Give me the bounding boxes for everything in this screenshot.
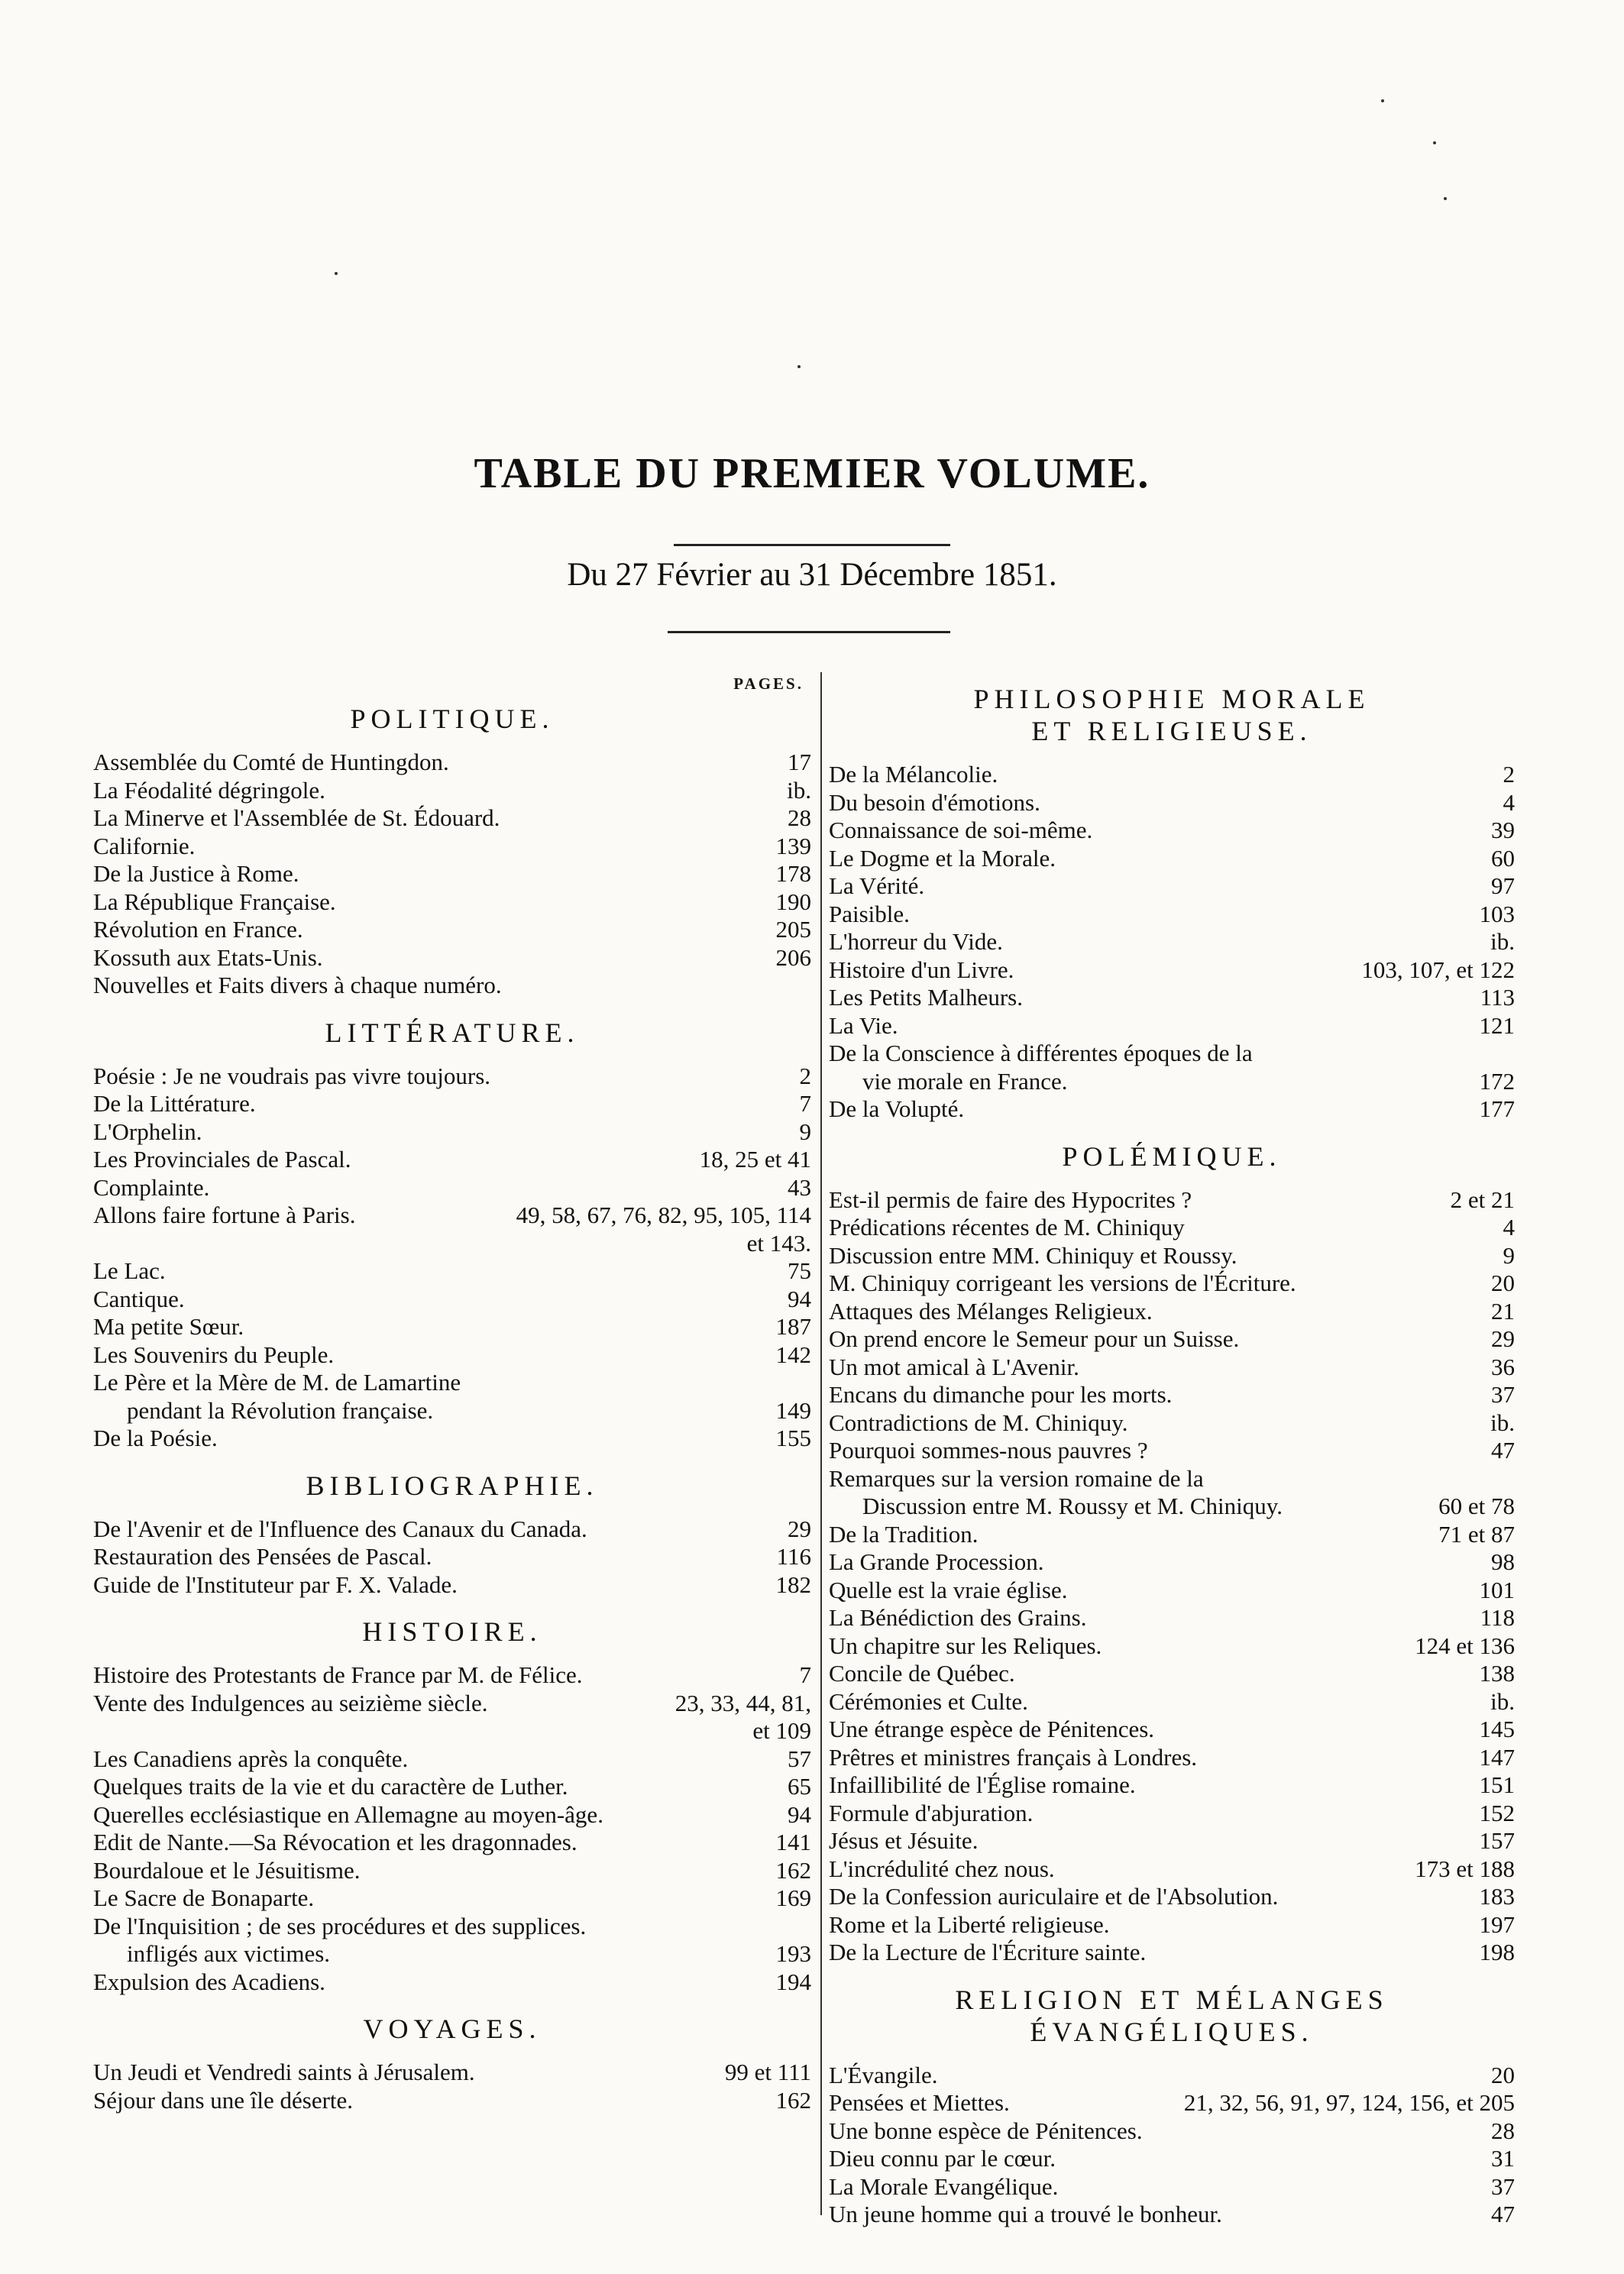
toc-entry xyxy=(93,1425,811,1453)
toc-entry xyxy=(829,1298,1515,1326)
toc-entry xyxy=(93,1313,811,1341)
entry-pages: 151 xyxy=(1479,1771,1515,1798)
entry-title: La Grande Procession. xyxy=(829,1548,1044,1575)
entry-pages: 65 xyxy=(788,1773,811,1800)
section-heading: LITTÉRATURE. xyxy=(325,1017,580,1048)
scan-speck xyxy=(335,272,338,275)
entry-title: Vente des Indulgences au seizième siècle. xyxy=(93,1689,488,1716)
entry-pages: 101 xyxy=(1479,1576,1515,1603)
entry-title: L'Évangile. xyxy=(829,2061,938,2088)
section-heading: BIBLIOGRAPHIE. xyxy=(306,1470,599,1501)
toc-entry xyxy=(93,1801,811,1829)
section-philosophie-morale-et-religieuse xyxy=(829,683,1515,1124)
entry-pages: 94 xyxy=(788,1285,811,1312)
section-heading: PHILOSOPHIE MORALE ET RELIGIEUSE. xyxy=(973,684,1370,746)
entry-title: Quelques traits de la vie et du caractère de Luther. xyxy=(93,1773,568,1800)
entry-title: Nouvelles et Faits divers à chaque numéro. xyxy=(93,972,502,998)
toc-entry xyxy=(829,1604,1515,1632)
entry-pages: 31 xyxy=(1491,2145,1515,2172)
toc-entry xyxy=(93,1369,811,1397)
entry-title: La Morale Evangélique. xyxy=(829,2172,1059,2200)
section-litterature xyxy=(93,1017,811,1453)
toc-entry xyxy=(829,2173,1515,2201)
entry-title: Ma petite Sœur. xyxy=(93,1313,244,1340)
entry-pages: 2 et 21 xyxy=(1450,1186,1515,1213)
toc-entry xyxy=(829,1040,1515,1068)
toc-entry xyxy=(829,1325,1515,1354)
section-heading: POLÉMIQUE. xyxy=(1062,1140,1282,1172)
toc-entry xyxy=(93,833,811,861)
entry-pages: ib. xyxy=(1490,928,1515,955)
entry-title: Bourdaloue et le Jésuitisme. xyxy=(93,1856,361,1884)
entry-title: De la Poésie. xyxy=(93,1425,218,1451)
entry-pages: 173 et 188 xyxy=(1415,1855,1515,1882)
entry-title: Du besoin d'émotions. xyxy=(829,788,1040,816)
entry-title: M. Chiniquy corrigeant les versions de l'Écriture. xyxy=(829,1270,1296,1296)
entry-pages: 155 xyxy=(775,1425,811,1451)
entry-title: Assemblée du Comté de Huntingdon. xyxy=(93,749,449,775)
entry-title: Cérémonies et Culte. xyxy=(829,1687,1028,1715)
entry-title: Complainte. xyxy=(93,1173,210,1201)
entry-pages: 21 xyxy=(1491,1297,1515,1325)
entry-title: La Féodalité dégringole. xyxy=(93,776,325,804)
entry-title: Restauration des Pensées de Pascal. xyxy=(93,1543,432,1570)
entry-pages: ib. xyxy=(1490,1409,1515,1436)
entry-pages: 172 xyxy=(1479,1067,1515,1095)
entry-pages: 162 xyxy=(775,1856,811,1884)
entry-pages: 9 xyxy=(1503,1241,1515,1269)
entry-title: Cantique. xyxy=(93,1285,185,1312)
right-column xyxy=(829,672,1515,2246)
entry-title: Un chapitre sur les Reliques. xyxy=(829,1632,1102,1659)
entry-title: Histoire des Protestants de France par M. de Félice. xyxy=(93,1661,583,1688)
entry-pages: 29 xyxy=(788,1515,811,1542)
entry-title: Californie. xyxy=(93,832,196,859)
toc-entry xyxy=(829,761,1515,789)
entry-title: Expulsion des Acadiens. xyxy=(93,1968,325,1995)
entry-pages: 9 xyxy=(799,1118,811,1145)
toc-entry xyxy=(93,1174,811,1202)
section-bibliographie xyxy=(93,1470,811,1600)
toc-entry xyxy=(829,789,1515,817)
toc-entry xyxy=(829,1660,1515,1688)
entry-title: De la Tradition. xyxy=(829,1520,979,1548)
entry-title: Un Jeudi et Vendredi saints à Jérusalem. xyxy=(93,2059,475,2085)
toc-entry xyxy=(93,1968,811,1997)
toc-entry xyxy=(829,1095,1515,1124)
entry-title: Dieu connu par le cœur. xyxy=(829,2145,1056,2172)
entry-pages: 194 xyxy=(775,1968,811,1995)
entry-pages: 71 et 87 xyxy=(1438,1520,1515,1548)
entry-title: Formule d'abjuration. xyxy=(829,1799,1034,1826)
entry-title: Révolution en France. xyxy=(93,916,303,943)
entry-pages: 149 xyxy=(775,1396,811,1424)
entry-title: L'horreur du Vide. xyxy=(829,928,1003,955)
entry-title: Le Père et la Mère de M. de Lamartine xyxy=(93,1369,461,1396)
toc-entry xyxy=(829,1214,1515,1242)
entry-title: Attaques des Mélanges Religieux. xyxy=(829,1297,1153,1325)
entry-title: Le Dogme et la Morale. xyxy=(829,844,1056,872)
entry-pages: 20 xyxy=(1491,1270,1515,1296)
toc-entry xyxy=(93,2087,811,2115)
entry-title: Le Sacre de Bonaparte. xyxy=(93,1884,315,1911)
toc-entry xyxy=(93,1913,811,1941)
entry-title: Infaillibilité de l'Église romaine. xyxy=(829,1771,1136,1798)
page-title: TABLE DU PREMIER VOLUME. xyxy=(474,450,1150,497)
section-heading: HISTOIRE. xyxy=(362,1616,542,1647)
toc-entry xyxy=(829,2201,1515,2229)
entry-title: La Minerve et l'Assemblée de St. Édouard. xyxy=(93,804,500,831)
toc-entry xyxy=(93,1341,811,1370)
entry-pages: 2 xyxy=(1503,761,1515,788)
toc-entry xyxy=(829,1493,1515,1521)
entry-title: L'Orphelin. xyxy=(93,1118,202,1145)
entry-pages: 145 xyxy=(1479,1716,1515,1742)
section-polemique xyxy=(829,1140,1515,1967)
entry-title: Contradictions de M. Chiniquy. xyxy=(829,1409,1128,1436)
section-politique xyxy=(93,703,811,1000)
toc-entry xyxy=(93,1829,811,1857)
toc-entry xyxy=(829,928,1515,956)
entry-title: Les Petits Malheurs. xyxy=(829,984,1023,1011)
entry-pages: 47 xyxy=(1491,1437,1515,1464)
entry-pages: 206 xyxy=(775,943,811,971)
entry-pages: 43 xyxy=(788,1173,811,1201)
entry-pages: 97 xyxy=(1491,872,1515,899)
toc-entry xyxy=(829,1939,1515,1967)
entry-pages: 28 xyxy=(788,804,811,831)
entry-title: La Vie. xyxy=(829,1011,898,1039)
toc-entry xyxy=(829,845,1515,873)
entry-pages: 7 xyxy=(799,1661,811,1688)
toc-entry xyxy=(829,1716,1515,1744)
entry-title: De l'Avenir et de l'Influence des Canaux du Canada. xyxy=(93,1515,587,1542)
toc-entry xyxy=(93,888,811,917)
entry-pages: 99 et 111 xyxy=(724,2059,811,2085)
toc-entry xyxy=(93,1940,811,1968)
entry-title: De l'Inquisition ; de ses procédures et des supplices. xyxy=(93,1912,587,1939)
section-heading: RELIGION ET MÉLANGES ÉVANGÉLIQUES. xyxy=(955,1984,1389,2047)
page-subtitle: Du 27 Février au 31 Décembre 1851. xyxy=(567,557,1057,593)
entry-pages: 94 xyxy=(788,1800,811,1828)
toc-entry xyxy=(829,1800,1515,1828)
entry-title: Edit de Nante.—Sa Révocation et les dragonnades. xyxy=(93,1829,577,1855)
entry-pages: 29 xyxy=(1491,1325,1515,1352)
entry-title: De la Littérature. xyxy=(93,1090,256,1117)
entry-title: Pensées et Miettes. xyxy=(829,2089,1010,2116)
entry-pages: 142 xyxy=(775,1341,811,1368)
entry-pages: 17 xyxy=(788,749,811,775)
toc-entry xyxy=(93,804,811,833)
toc-entry xyxy=(829,1911,1515,1939)
toc-entry xyxy=(829,984,1515,1012)
entry-title: Connaissance de soi-même. xyxy=(829,817,1093,843)
entry-pages: 118 xyxy=(1480,1604,1515,1631)
entry-pages: 4 xyxy=(1503,1214,1515,1241)
toc-entry xyxy=(829,1012,1515,1040)
entry-title: Kossuth aux Etats-Unis. xyxy=(93,943,323,971)
toc-entry xyxy=(829,1744,1515,1772)
scan-speck xyxy=(1381,99,1384,102)
entry-title: Une étrange espèce de Pénitences. xyxy=(829,1716,1155,1742)
entry-title: Paisible. xyxy=(829,900,910,927)
left-column xyxy=(93,672,811,2131)
entry-pages: 147 xyxy=(1479,1743,1515,1771)
title-rule xyxy=(674,544,950,546)
entry-pages: 20 xyxy=(1491,2061,1515,2088)
toc-entry xyxy=(829,1186,1515,1215)
entry-title: Rome et la Liberté religieuse. xyxy=(829,1910,1110,1938)
entry-pages: 197 xyxy=(1479,1910,1515,1938)
entry-pages: 162 xyxy=(775,2086,811,2114)
toc-entry xyxy=(829,872,1515,901)
toc-entry xyxy=(829,1827,1515,1855)
entry-pages: 18, 25 et 41 xyxy=(699,1146,811,1173)
entry-title: Les Provinciales de Pascal. xyxy=(93,1146,351,1173)
toc-entry xyxy=(93,1571,811,1600)
toc-entry xyxy=(93,1690,811,1745)
toc-entry xyxy=(829,956,1515,985)
entry-title: De la Conscience à différentes époques de la xyxy=(829,1040,1253,1066)
entry-pages: 103 xyxy=(1479,900,1515,927)
scan-speck xyxy=(797,365,801,368)
entry-pages: 4 xyxy=(1503,788,1515,816)
toc-entry xyxy=(93,1543,811,1571)
entry-pages: 60 et 78 xyxy=(1438,1493,1515,1519)
entry-title: Prêtres et ministres français à Londres. xyxy=(829,1743,1198,1771)
toc-entry xyxy=(93,1773,811,1801)
entry-title: L'incrédulité chez nous. xyxy=(829,1855,1055,1882)
toc-entry xyxy=(829,1242,1515,1270)
toc-entry xyxy=(93,1118,811,1147)
entry-title: De la Lecture de l'Écriture sainte. xyxy=(829,1939,1147,1965)
subtitle-rule xyxy=(668,631,950,633)
toc-entry xyxy=(829,1354,1515,1382)
pages-column-label: PAGES. xyxy=(733,674,804,693)
section-voyages xyxy=(93,2013,811,2114)
entry-pages: 49, 58, 67, 76, 82, 95, 105, 114 et 143. xyxy=(516,1202,811,1257)
toc-entry xyxy=(93,1884,811,1913)
section-heading: VOYAGES. xyxy=(363,2014,542,2044)
entry-pages: 157 xyxy=(1479,1827,1515,1854)
entry-pages: 205 xyxy=(775,916,811,943)
toc-entry xyxy=(829,1577,1515,1605)
section-histoire xyxy=(93,1616,811,1996)
toc-entry xyxy=(829,1381,1515,1409)
entry-title: pendant la Révolution française. xyxy=(127,1396,434,1424)
toc-entry xyxy=(829,1465,1515,1493)
entry-pages: 152 xyxy=(1479,1799,1515,1826)
toc-entry xyxy=(93,1661,811,1690)
entry-title: La Vérité. xyxy=(829,872,925,899)
entry-title: De la Volupté. xyxy=(829,1095,965,1122)
section-heading: POLITIQUE. xyxy=(350,704,555,734)
entry-title: Histoire d'un Livre. xyxy=(829,956,1014,983)
entry-pages: 37 xyxy=(1491,1381,1515,1408)
toc-entry xyxy=(829,2117,1515,2146)
entry-title: Séjour dans une île déserte. xyxy=(93,2086,354,2114)
entry-title: Le Lac. xyxy=(93,1257,166,1284)
toc-entry xyxy=(93,916,811,944)
entry-title: Pourquoi sommes-nous pauvres ? xyxy=(829,1437,1148,1464)
entry-title: La République Française. xyxy=(93,888,336,915)
entry-title: vie morale en France. xyxy=(862,1067,1068,1095)
entry-title: Concile de Québec. xyxy=(829,1660,1015,1687)
toc-entry xyxy=(829,1270,1515,1298)
entry-pages: 183 xyxy=(1479,1883,1515,1910)
entry-title: Quelle est la vraie église. xyxy=(829,1576,1068,1603)
entry-pages: 178 xyxy=(775,860,811,887)
entry-title: On prend encore le Semeur pour un Suisse. xyxy=(829,1325,1240,1352)
toc-entry xyxy=(93,2059,811,2087)
entry-pages: 60 xyxy=(1491,844,1515,872)
entry-title: Discussion entre M. Roussy et M. Chiniquy. xyxy=(862,1493,1283,1519)
entry-pages: 169 xyxy=(775,1884,811,1911)
entry-title: La Bénédiction des Grains. xyxy=(829,1604,1087,1631)
toc-entry xyxy=(829,2089,1515,2117)
toc-entry xyxy=(93,1202,811,1257)
entry-title: Prédications récentes de M. Chiniquy xyxy=(829,1214,1185,1241)
entry-pages: 57 xyxy=(788,1745,811,1772)
toc-entry xyxy=(829,1068,1515,1096)
entry-title: Les Canadiens après la conquête. xyxy=(93,1745,409,1772)
entry-title: Allons faire fortune à Paris. xyxy=(93,1202,356,1228)
toc-entry xyxy=(93,1090,811,1118)
entry-pages: 36 xyxy=(1491,1353,1515,1380)
toc-entry xyxy=(829,1437,1515,1465)
toc-entry xyxy=(829,2062,1515,2090)
toc-entry xyxy=(829,1632,1515,1661)
entry-title: Discussion entre MM. Chiniquy et Roussy. xyxy=(829,1241,1237,1269)
entry-pages: ib. xyxy=(787,776,811,804)
entry-pages: 37 xyxy=(1491,2172,1515,2200)
entry-pages: 103, 107, et 122 xyxy=(1361,956,1515,983)
toc-entry xyxy=(93,972,811,1000)
entry-title: Une bonne espèce de Pénitences. xyxy=(829,2117,1143,2144)
entry-pages: 2 xyxy=(799,1062,811,1089)
entry-pages: 193 xyxy=(775,1940,811,1967)
entry-title: Querelles ecclésiastique en Allemagne au moyen-âge. xyxy=(93,1800,603,1828)
entry-title: Guide de l'Instituteur par F. X. Valade. xyxy=(93,1570,458,1598)
entry-pages: 7 xyxy=(799,1090,811,1117)
entry-pages: 23, 33, 44, 81, et 109 xyxy=(675,1689,811,1744)
entry-pages: 138 xyxy=(1479,1660,1515,1687)
entry-pages: 139 xyxy=(775,832,811,859)
entry-pages: ib. xyxy=(1490,1687,1515,1715)
entry-title: De la Confession auriculaire et de l'Absolution. xyxy=(829,1883,1279,1910)
entry-title: Un jeune homme qui a trouvé le bonheur. xyxy=(829,2201,1222,2227)
entry-pages: 116 xyxy=(776,1543,811,1570)
toc-entry xyxy=(93,860,811,888)
entry-title: Un mot amical à L'Avenir. xyxy=(829,1353,1079,1380)
toc-entry xyxy=(829,901,1515,929)
entry-pages: 21, 32, 56, 91, 97, 124, 156, et 205 xyxy=(1183,2089,1515,2116)
toc-entry xyxy=(93,1857,811,1885)
section-religion-et-melanges-evangeliques xyxy=(829,1984,1515,2229)
entry-title: Poésie : Je ne voudrais pas vivre toujours. xyxy=(93,1062,491,1089)
toc-entry xyxy=(829,1548,1515,1577)
scan-speck xyxy=(1433,141,1436,144)
entry-title: Encans du dimanche pour les morts. xyxy=(829,1381,1173,1408)
toc-entry xyxy=(93,777,811,805)
entry-pages: 28 xyxy=(1491,2117,1515,2144)
toc-entry xyxy=(829,1855,1515,1884)
entry-title: De la Justice à Rome. xyxy=(93,860,299,887)
toc-entry xyxy=(93,1286,811,1314)
entry-title: Les Souvenirs du Peuple. xyxy=(93,1341,335,1368)
toc-entry xyxy=(93,749,811,777)
entry-title: De la Mélancolie. xyxy=(829,761,998,788)
toc-entry xyxy=(829,1521,1515,1549)
entry-title: Jésus et Jésuite. xyxy=(829,1827,979,1854)
entry-title: Est-il permis de faire des Hypocrites ? xyxy=(829,1186,1192,1213)
toc-entry xyxy=(93,944,811,972)
entry-pages: 182 xyxy=(775,1570,811,1598)
toc-entry xyxy=(93,1745,811,1774)
column-divider xyxy=(820,672,822,2215)
toc-entry xyxy=(829,1409,1515,1438)
toc-entry xyxy=(93,1397,811,1425)
entry-title: infligés aux victimes. xyxy=(127,1940,331,1967)
toc-entry xyxy=(829,1771,1515,1800)
toc-entry xyxy=(829,2145,1515,2173)
entry-pages: 141 xyxy=(775,1829,811,1855)
toc-entry xyxy=(829,1883,1515,1911)
entry-pages: 98 xyxy=(1491,1548,1515,1575)
toc-entry xyxy=(829,1688,1515,1716)
toc-entry xyxy=(829,817,1515,845)
toc-entry xyxy=(93,1257,811,1286)
entry-pages: 47 xyxy=(1491,2201,1515,2227)
toc-entry xyxy=(93,1515,811,1544)
toc-entry xyxy=(93,1063,811,1091)
scan-speck xyxy=(1444,197,1447,200)
entry-pages: 187 xyxy=(775,1313,811,1340)
entry-pages: 113 xyxy=(1480,984,1515,1011)
entry-pages: 177 xyxy=(1479,1095,1515,1122)
toc-entry xyxy=(93,1146,811,1174)
entry-pages: 75 xyxy=(788,1257,811,1284)
entry-pages: 190 xyxy=(775,888,811,915)
entry-pages: 124 et 136 xyxy=(1415,1632,1515,1659)
entry-pages: 198 xyxy=(1479,1939,1515,1965)
entry-pages: 39 xyxy=(1491,817,1515,843)
entry-title: Remarques sur la version romaine de la xyxy=(829,1464,1204,1492)
entry-pages: 121 xyxy=(1479,1011,1515,1039)
